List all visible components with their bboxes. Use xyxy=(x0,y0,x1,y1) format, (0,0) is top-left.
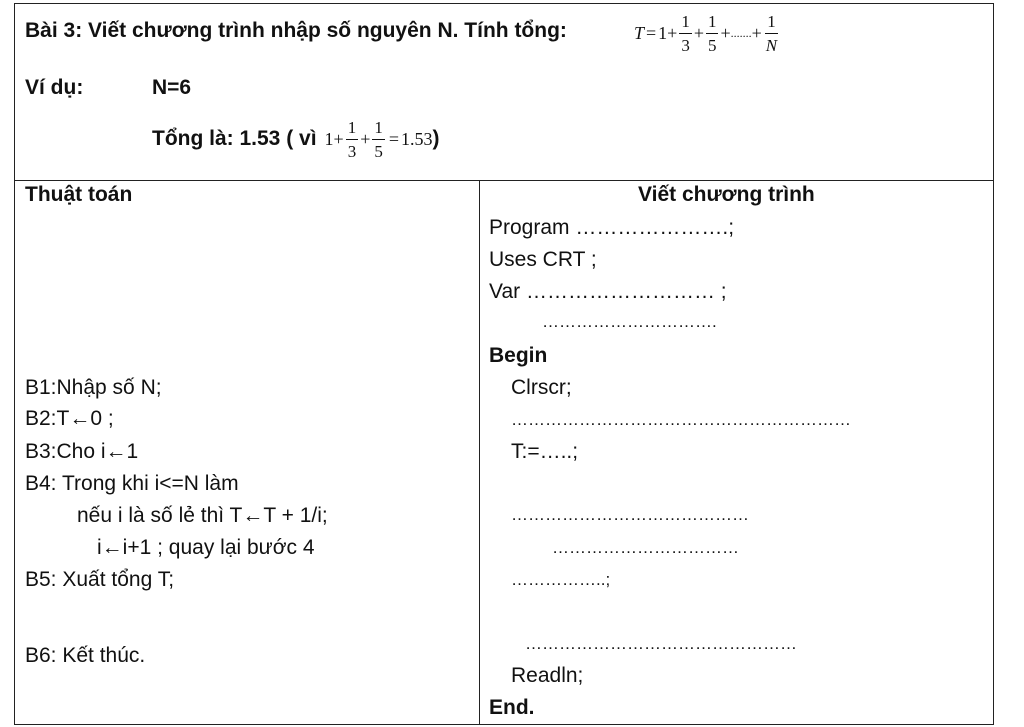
fraction-denominator: 3 xyxy=(347,141,357,161)
code-blank-1: …………………………………………………… xyxy=(511,410,851,429)
formula-lhs: T xyxy=(634,22,645,43)
algorithm-step: B4: Trong khi i<=N làm xyxy=(25,472,239,495)
algorithm-step: i←i+1 ; quay lại bước 4 xyxy=(97,536,315,559)
sum-fraction-1 xyxy=(346,119,359,160)
example-sum xyxy=(152,114,440,164)
code-line-t-assign: T:=…..; xyxy=(511,440,579,463)
formula-one: 1 xyxy=(658,22,668,43)
fraction-denominator: 3 xyxy=(681,35,690,55)
algorithm-step: B1:Nhập số N; xyxy=(25,376,162,399)
algorithm-step: nếu i là số lẻ thì T←T + 1/i; xyxy=(77,504,328,527)
algorithm-step: B2:T←0 ; xyxy=(25,407,114,430)
fraction-denominator: N xyxy=(765,35,778,55)
example-sum-text: Tổng là: 1.53 ( vì xyxy=(152,127,317,150)
code-line-begin: Begin xyxy=(489,344,548,367)
code-blank-5: ………………………………………… xyxy=(525,634,797,653)
code-line-var: Var ……………………… ; xyxy=(489,280,727,303)
problem-title-text: Bài 3: Viết chương trình nhập số nguyên N. Tính tổng: xyxy=(25,19,567,42)
sum-plus-2: + xyxy=(360,128,371,149)
sum-result: 1.53 xyxy=(401,128,433,149)
fraction-denominator: 5 xyxy=(707,35,717,55)
algorithm-step: B5: Xuất tổng T; xyxy=(25,568,175,591)
code-blank-var: …………………………. xyxy=(542,312,717,331)
code-blank-2: …………………………………… xyxy=(511,505,749,524)
example-label: Ví dụ: xyxy=(25,76,84,99)
formula-plus-2: + xyxy=(693,22,704,43)
sum-plus-1: + xyxy=(333,128,344,149)
problem-title xyxy=(25,19,567,43)
sum-one: 1 xyxy=(324,128,334,149)
code-line-end: End. xyxy=(489,696,535,719)
fraction-numerator: 1 xyxy=(346,119,359,140)
fraction-numerator: 1 xyxy=(679,13,692,34)
example-sum-close: ) xyxy=(432,127,440,150)
example-value: N=6 xyxy=(152,76,192,99)
algorithm-header: Thuật toán xyxy=(25,183,133,206)
sum-eq: = xyxy=(388,128,400,149)
formula-fraction-2 xyxy=(706,13,719,54)
code-line-uses: Uses CRT ; xyxy=(489,248,597,271)
formula-fraction-1 xyxy=(679,13,692,54)
fraction-numerator: 1 xyxy=(372,119,385,140)
code-blank-3: …………………………… xyxy=(552,538,739,557)
divider-horizontal xyxy=(15,180,993,181)
fraction-denominator: 5 xyxy=(374,141,383,161)
code-blank-4: ……………..; xyxy=(511,570,611,589)
formula-eq: = xyxy=(646,22,657,43)
program-header: Viết chương trình xyxy=(638,183,815,206)
formula-fraction-n xyxy=(764,13,779,54)
formula-plus-1: + xyxy=(667,22,678,43)
sum-formula xyxy=(634,8,781,58)
formula-ellipsis: ....... xyxy=(730,25,752,40)
formula-plus-4: + xyxy=(751,22,762,43)
algorithm-step: B3:Cho i←1 xyxy=(25,440,139,463)
formula-plus-3: + xyxy=(720,22,731,43)
code-line-program: Program ………………….; xyxy=(489,216,735,239)
fraction-numerator: 1 xyxy=(706,13,719,34)
fraction-numerator: 1 xyxy=(765,13,778,34)
divider-vertical xyxy=(479,180,480,724)
sum-fraction-2 xyxy=(372,119,385,160)
algorithm-step: B6: Kết thúc. xyxy=(25,644,146,667)
code-line-readln: Readln; xyxy=(511,664,584,687)
code-line-clrscr: Clrscr; xyxy=(511,376,572,399)
